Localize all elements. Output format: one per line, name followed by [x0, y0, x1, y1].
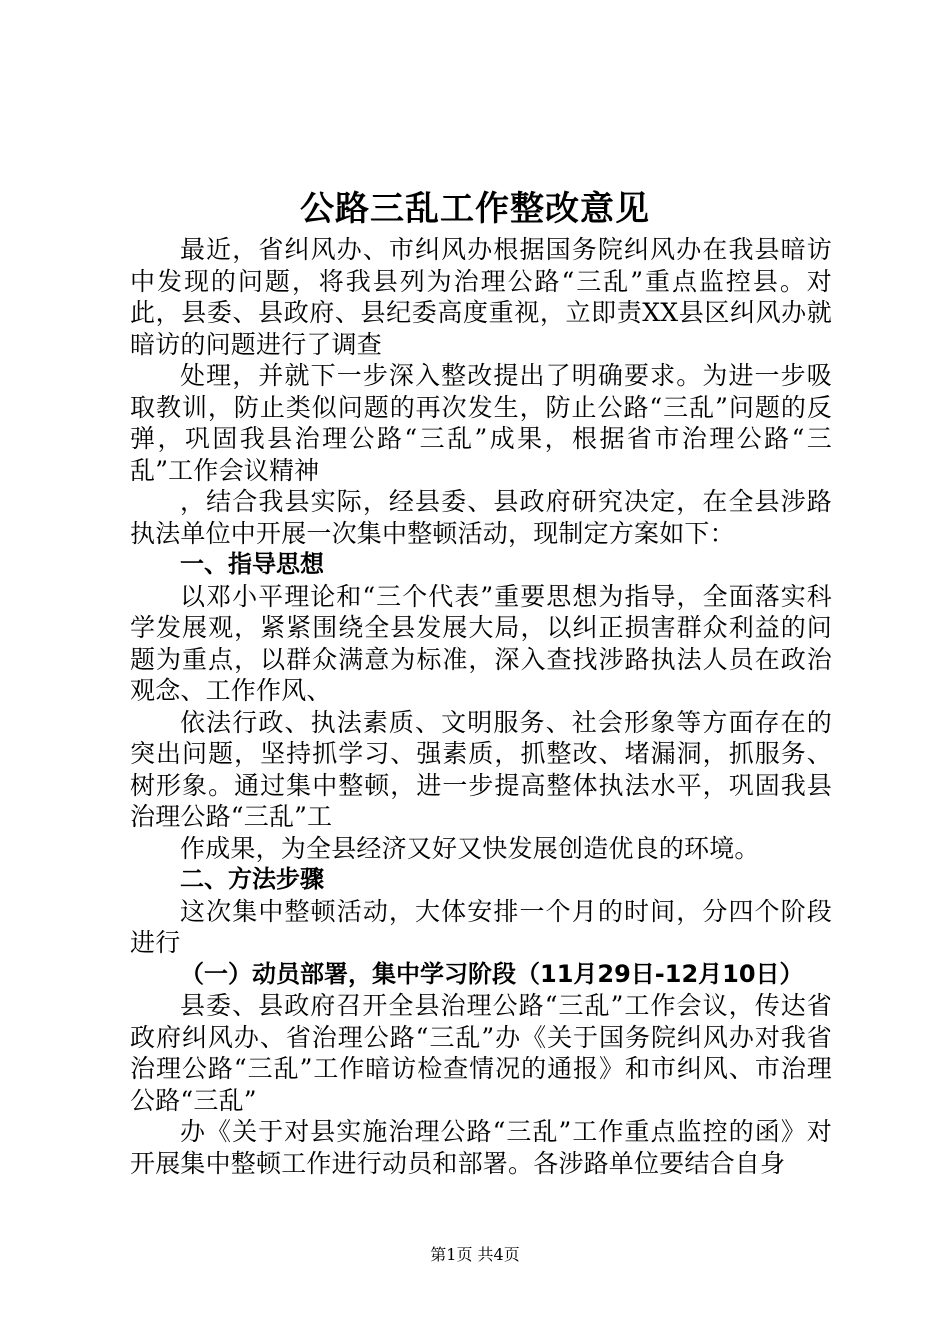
paragraph-plan: ，结合我县实际，经县委、县政府研究决定，在全县涉路执法单位中开展一次集中整顿活动，现制定方案如下： — [130, 487, 832, 548]
paragraph-intro: 最近，省纠风办、市纠风办根据国务院纠风办在我县暗访中发现的问题，将我县列为治理公路“三乱”重点监控县。对此，县委、县政府、县纪委高度重视，立即责XX县区纠风办就暗访的问题进行了调查 — [130, 235, 832, 359]
paragraph-handling: 处理，并就下一步深入整改提出了明确要求。为进一步吸取教训，防止类似问题的再次发生，防止公路“三乱”问题的反弹，巩固我县治理公路“三乱”成果，根据省市治理公路“三乱”工作会议精神 — [130, 361, 832, 485]
paragraph-method-steps: 这次集中整顿活动，大体安排一个月的时间，分四个阶段进行 — [130, 896, 832, 957]
section-heading-guiding-thought: 一、指导思想 — [180, 550, 324, 578]
page-number-footer: 第1页 共4页 — [430, 1245, 520, 1264]
document-title: 公路三乱工作整改意见 — [300, 189, 650, 229]
subsection-heading-stage-one: （一）动员部署，集中学习阶段（11月29日-12月10日） — [180, 959, 804, 988]
document-body — [130, 234, 832, 1179]
paragraph-stage-one: 县委、县政府召开全县治理公路“三乱”工作会议，传达省政府纠风办、省治理公路“三乱”办《关于国务院纠风办对我省治理公路“三乱”工作暗访检查情况的通报》和市纠风、市治理公路“三乱” — [130, 991, 832, 1115]
paragraph-guiding-thought-end: 作成果，为全县经济又好又快发展创造优良的环境。 — [180, 833, 760, 863]
paragraph-stage-one-cont: 办《关于对县实施治理公路“三乱”工作重点监控的函》对开展集中整顿工作进行动员和部署。各涉路单位要结合自身 — [130, 1117, 832, 1178]
section-heading-method-steps: 二、方法步骤 — [180, 865, 324, 893]
paragraph-guiding-thought: 以邓小平理论和“三个代表”重要思想为指导，全面落实科学发展观，紧紧围绕全县发展大局，以纠正损害群众利益的问题为重点，以群众满意为标准，深入查找涉路执法人员在政治观念、工作作风、 — [130, 581, 832, 705]
paragraph-guiding-thought-cont: 依法行政、执法素质、文明服务、社会形象等方面存在的突出问题，坚持抓学习、强素质，抓整改、堵漏洞，抓服务、树形象。通过集中整顿，进一步提高整体执法水平，巩固我县治理公路“三乱”工 — [130, 707, 832, 831]
